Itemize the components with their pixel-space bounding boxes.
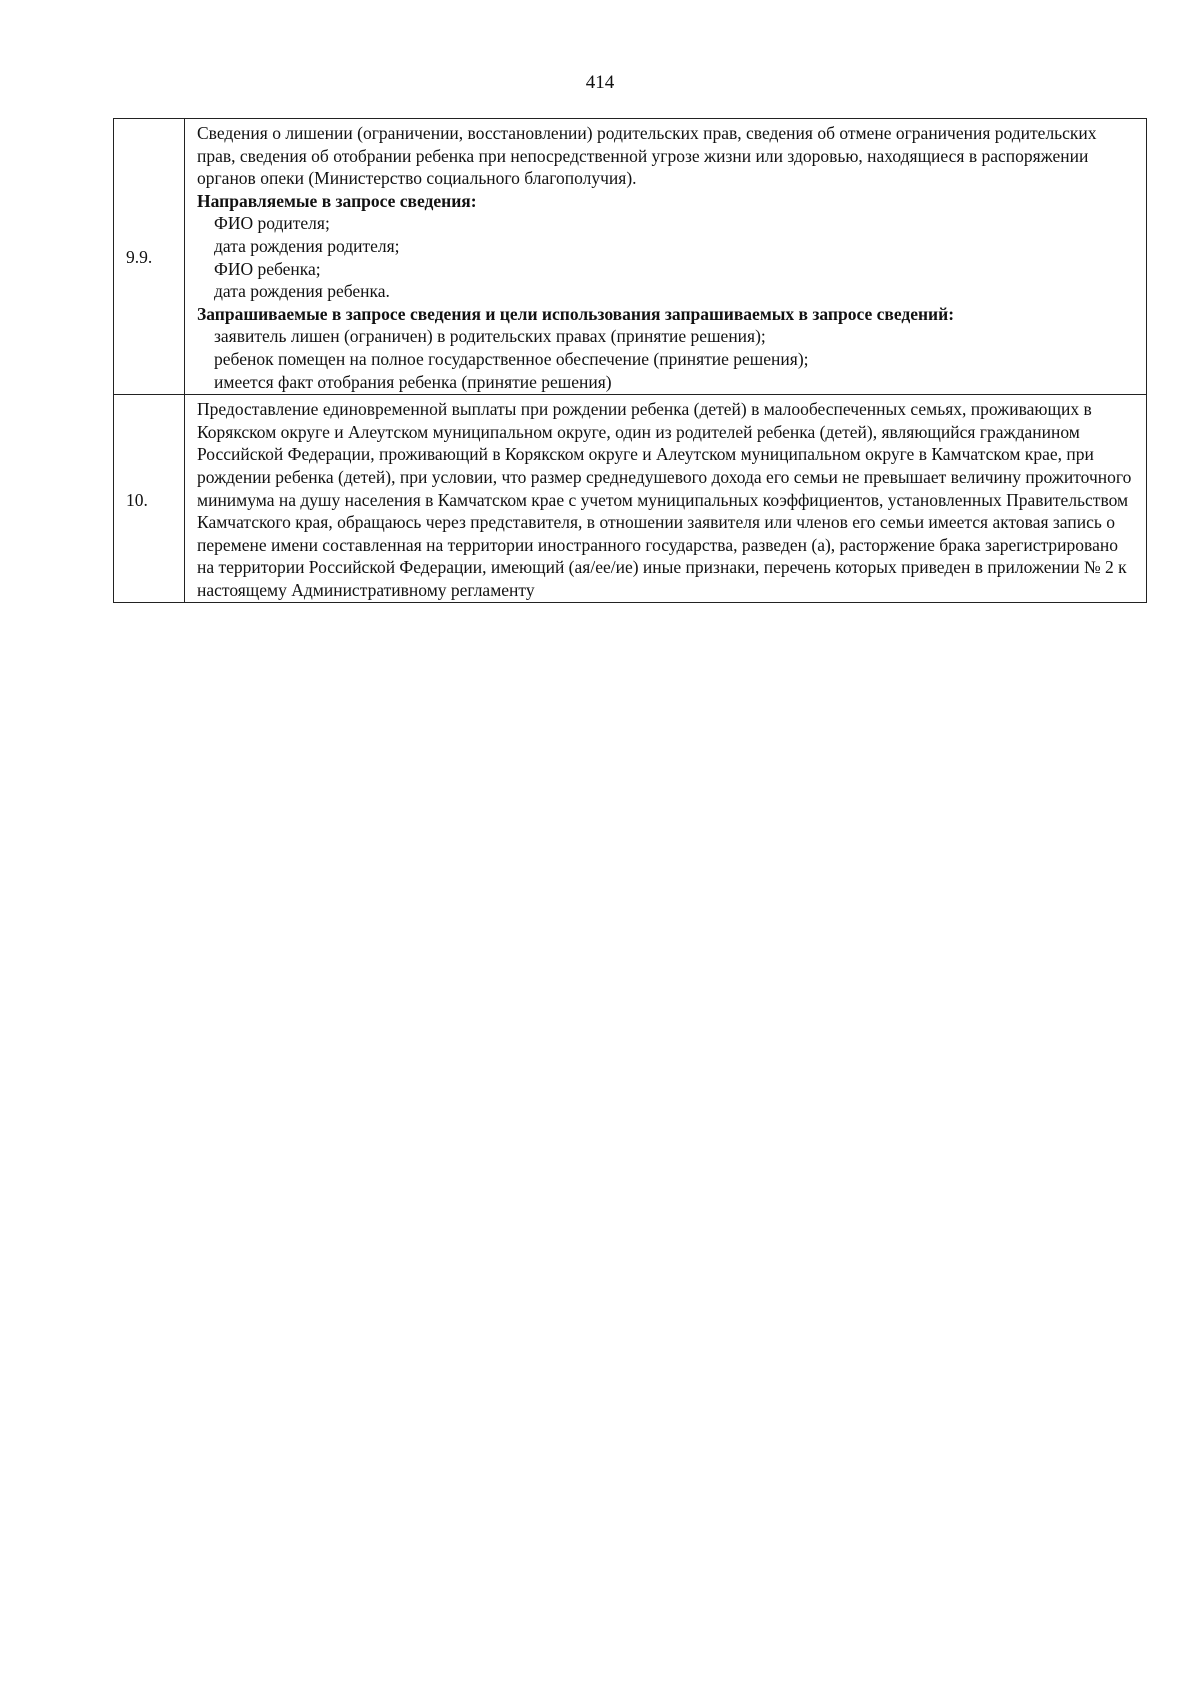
row-number: 9.9.	[114, 119, 185, 395]
services-table	[113, 118, 1147, 603]
page-number: 414	[585, 72, 615, 93]
row-content	[185, 119, 1147, 395]
table-row	[114, 395, 1147, 603]
list-item: ФИО родителя;	[214, 213, 330, 234]
list-item: дата рождения родителя;	[214, 235, 400, 256]
list-item: ребенок помещен на полное государственное обеспечение (принятие решения);	[214, 348, 809, 369]
table-row	[114, 119, 1147, 395]
row-number: 10.	[114, 395, 185, 603]
list-item: дата рождения ребенка.	[214, 281, 390, 302]
requested-data-heading: Запрашиваемые в запросе сведения и цели использования запрашиваемых в запросе сведений:	[197, 303, 955, 324]
list-item: имеется факт отобрания ребенка (принятие решения)	[214, 371, 612, 392]
row-intro-text: Сведения о лишении (ограничении, восстановлении) родительских прав, сведения об отмене ограничения родительских прав, сведения об отобрании ребенка при непосредственной угрозе жизни или здоровью, находящиеся в распоряжении органов опеки (Министерство социального благополучия).	[197, 123, 1097, 189]
row-description-text: Предоставление единовременной выплаты при рождении ребенка (детей) в малообеспеченных семьях, проживающих в Корякском округе и Алеутском муниципальном округе, один из родителей ребенка (детей), являющийся гражданином Российской Федерации, проживающий в Корякском округе и Алеутском муниципальном округе в Камчатском крае, при рождении ребенка (детей), при условии, что размер среднедушевого дохода его семьи не превышает величину прожиточного минимума на душу населения в Камчатском крае с учетом муниципальных коэффициентов, установленных Правительством Камчатского края, обращаюсь через представителя, в отношении заявителя или членов его семьи имеется актовая запись о перемене имени составленная на территории иностранного государства, разведен (а), расторжение брака зарегистрировано на территории Российской Федерации, имеющий (ая/ее/ие) иные признаки, перечень которых приведен в приложении № 2 к настоящему Административному регламенту	[197, 399, 1132, 600]
row-content	[185, 395, 1147, 603]
sent-data-heading: Направляемые в запросе сведения:	[197, 190, 477, 211]
list-item: ФИО ребенка;	[214, 258, 321, 279]
list-item: заявитель лишен (ограничен) в родительских правах (принятие решения);	[214, 326, 766, 347]
